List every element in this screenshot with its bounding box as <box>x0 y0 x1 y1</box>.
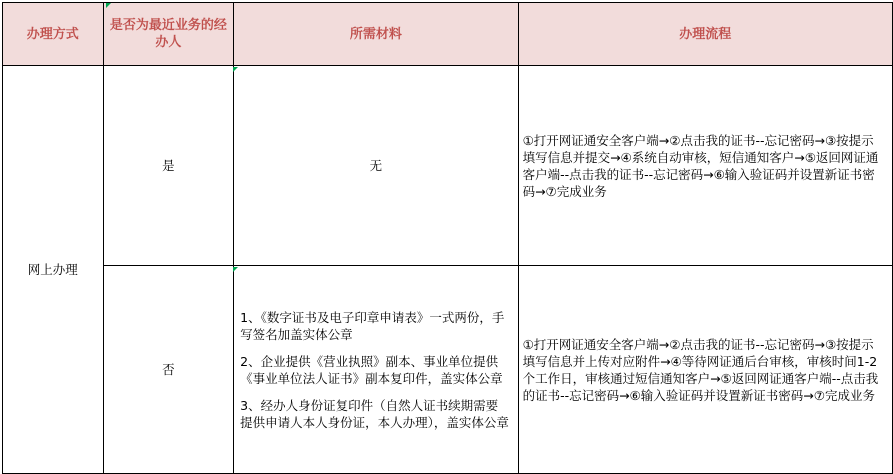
cell-comment-marker <box>233 67 238 72</box>
materials-cell: 无 <box>234 66 518 266</box>
material-item: 3、经办人身份证复印件（自然人证书续期需要提供申请人本人身份证，本人办理），盖实体公章 <box>240 397 509 430</box>
header-process: 办理流程 <box>518 3 892 66</box>
table-row <box>3 66 893 266</box>
agent-cell: 是 <box>103 66 234 266</box>
agent-cell: 否 <box>103 266 234 474</box>
service-table <box>2 2 893 474</box>
header-method: 办理方式 <box>3 3 104 66</box>
header-row <box>3 3 893 66</box>
table-row <box>3 266 893 474</box>
method-cell: 网上办理 <box>3 66 104 474</box>
header-is-agent <box>103 3 234 66</box>
materials-cell <box>234 266 518 474</box>
material-item: 1、《数字证书及电子印章申请表》一式两份，手写签名加盖实体公章 <box>240 309 505 342</box>
process-cell: ①打开网证通安全客户端→②点击我的证书--忘记密码→③按提示填写信息并上传对应附件→④等待网证通后台审核，审核时间1-2个工作日，审核通过短信通知客户→⑤返回网证通客户端--点击我的证书--忘记密码→⑥输入验证码并设置新证书密码→⑦完成业务 <box>518 266 892 474</box>
cell-comment-marker <box>106 3 111 8</box>
header-is-agent-text: 是否为最近业务的经办人 <box>109 18 227 50</box>
material-item: 2、企业提供《营业执照》副本、事业单位提供《事业单位法人证书》副本复印件，盖实体公章 <box>240 353 503 386</box>
header-materials: 所需材料 <box>234 3 518 66</box>
process-cell: ①打开网证通安全客户端→②点击我的证书--忘记密码→③按提示填写信息并提交→④系统自动审核，短信通知客户→⑤返回网证通客户端--点击我的证书--忘记密码→⑥输入验证码并设置新证书密码→⑦完成业务 <box>518 66 892 266</box>
cell-comment-marker <box>233 267 238 272</box>
